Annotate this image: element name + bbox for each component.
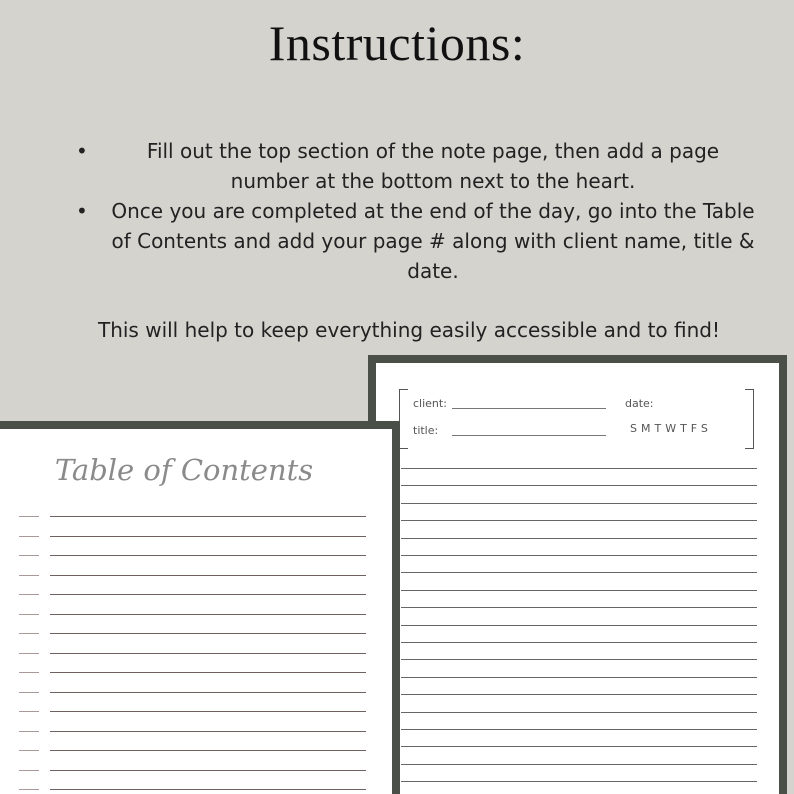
toc-entry-line <box>50 536 366 537</box>
note-line <box>401 659 757 660</box>
toc-entry-line <box>50 555 366 556</box>
toc-entry-line <box>50 653 366 654</box>
note-line <box>401 781 757 782</box>
toc-page-number-line <box>19 750 39 751</box>
note-line <box>401 694 757 695</box>
bullet-icon: • <box>76 199 88 223</box>
toc-page-number-line <box>19 555 39 556</box>
title-label: title: <box>413 424 439 437</box>
note-line <box>401 468 757 469</box>
toc-page-number-line <box>19 789 39 790</box>
toc-entry-line <box>50 692 366 693</box>
toc-page-number-line <box>19 594 39 595</box>
note-line <box>401 555 757 556</box>
footer-note: This will help to keep everything easily accessible and to find! <box>97 318 721 342</box>
instructions-list <box>70 136 760 286</box>
note-line <box>401 746 757 747</box>
toc-title: Table of Contents <box>54 453 314 487</box>
toc-page-number-line <box>19 672 39 673</box>
notes-page-sheet <box>376 363 779 794</box>
instructions-heading: Instructions: <box>268 15 526 71</box>
instruction-item <box>70 196 760 286</box>
toc-page-number-line <box>19 692 39 693</box>
toc-page-number-line <box>19 731 39 732</box>
note-line <box>401 642 757 643</box>
note-line <box>401 485 757 486</box>
date-label: date: <box>625 397 654 410</box>
note-line <box>401 503 757 504</box>
note-line <box>401 625 757 626</box>
notes-page-preview <box>368 355 787 794</box>
instruction-text: Once you are completed at the end of the day, go into the Table of Contents and add your page # along with client name, title & date. <box>111 199 755 283</box>
toc-entry-line <box>50 770 366 771</box>
toc-entry-line <box>50 750 366 751</box>
weekday-letters: SMTWTFS <box>630 422 712 435</box>
note-line <box>401 590 757 591</box>
toc-page-preview <box>0 421 400 794</box>
instruction-text: Fill out the top section of the note page, then add a page number at the bottom next to the heart. <box>146 139 720 193</box>
title-field-line <box>452 435 606 436</box>
toc-entry-line <box>50 672 366 673</box>
note-line <box>401 712 757 713</box>
instruction-item <box>70 136 760 196</box>
toc-page-number-line <box>19 575 39 576</box>
note-line <box>401 572 757 573</box>
note-line <box>401 607 757 608</box>
client-field-line <box>452 408 606 409</box>
toc-page-number-line <box>19 633 39 634</box>
toc-entry-line <box>50 633 366 634</box>
toc-page-number-line <box>19 614 39 615</box>
note-line <box>401 729 757 730</box>
toc-page-number-line <box>19 536 39 537</box>
client-label: client: <box>413 397 447 410</box>
toc-entry-line <box>50 711 366 712</box>
header-bracket-right <box>745 389 754 449</box>
toc-entry-line <box>50 731 366 732</box>
header-bracket-left <box>399 389 408 449</box>
toc-entry-line <box>50 575 366 576</box>
toc-page-number-line <box>19 653 39 654</box>
note-line <box>401 520 757 521</box>
note-line <box>401 677 757 678</box>
toc-page-sheet <box>0 429 392 794</box>
toc-page-number-line <box>19 516 39 517</box>
note-line <box>401 764 757 765</box>
toc-entry-line <box>50 614 366 615</box>
toc-entry-line <box>50 516 366 517</box>
toc-page-number-line <box>19 770 39 771</box>
toc-entry-line <box>50 594 366 595</box>
toc-page-number-line <box>19 711 39 712</box>
bullet-icon: • <box>76 139 88 163</box>
note-line <box>401 538 757 539</box>
toc-entry-line <box>50 789 366 790</box>
